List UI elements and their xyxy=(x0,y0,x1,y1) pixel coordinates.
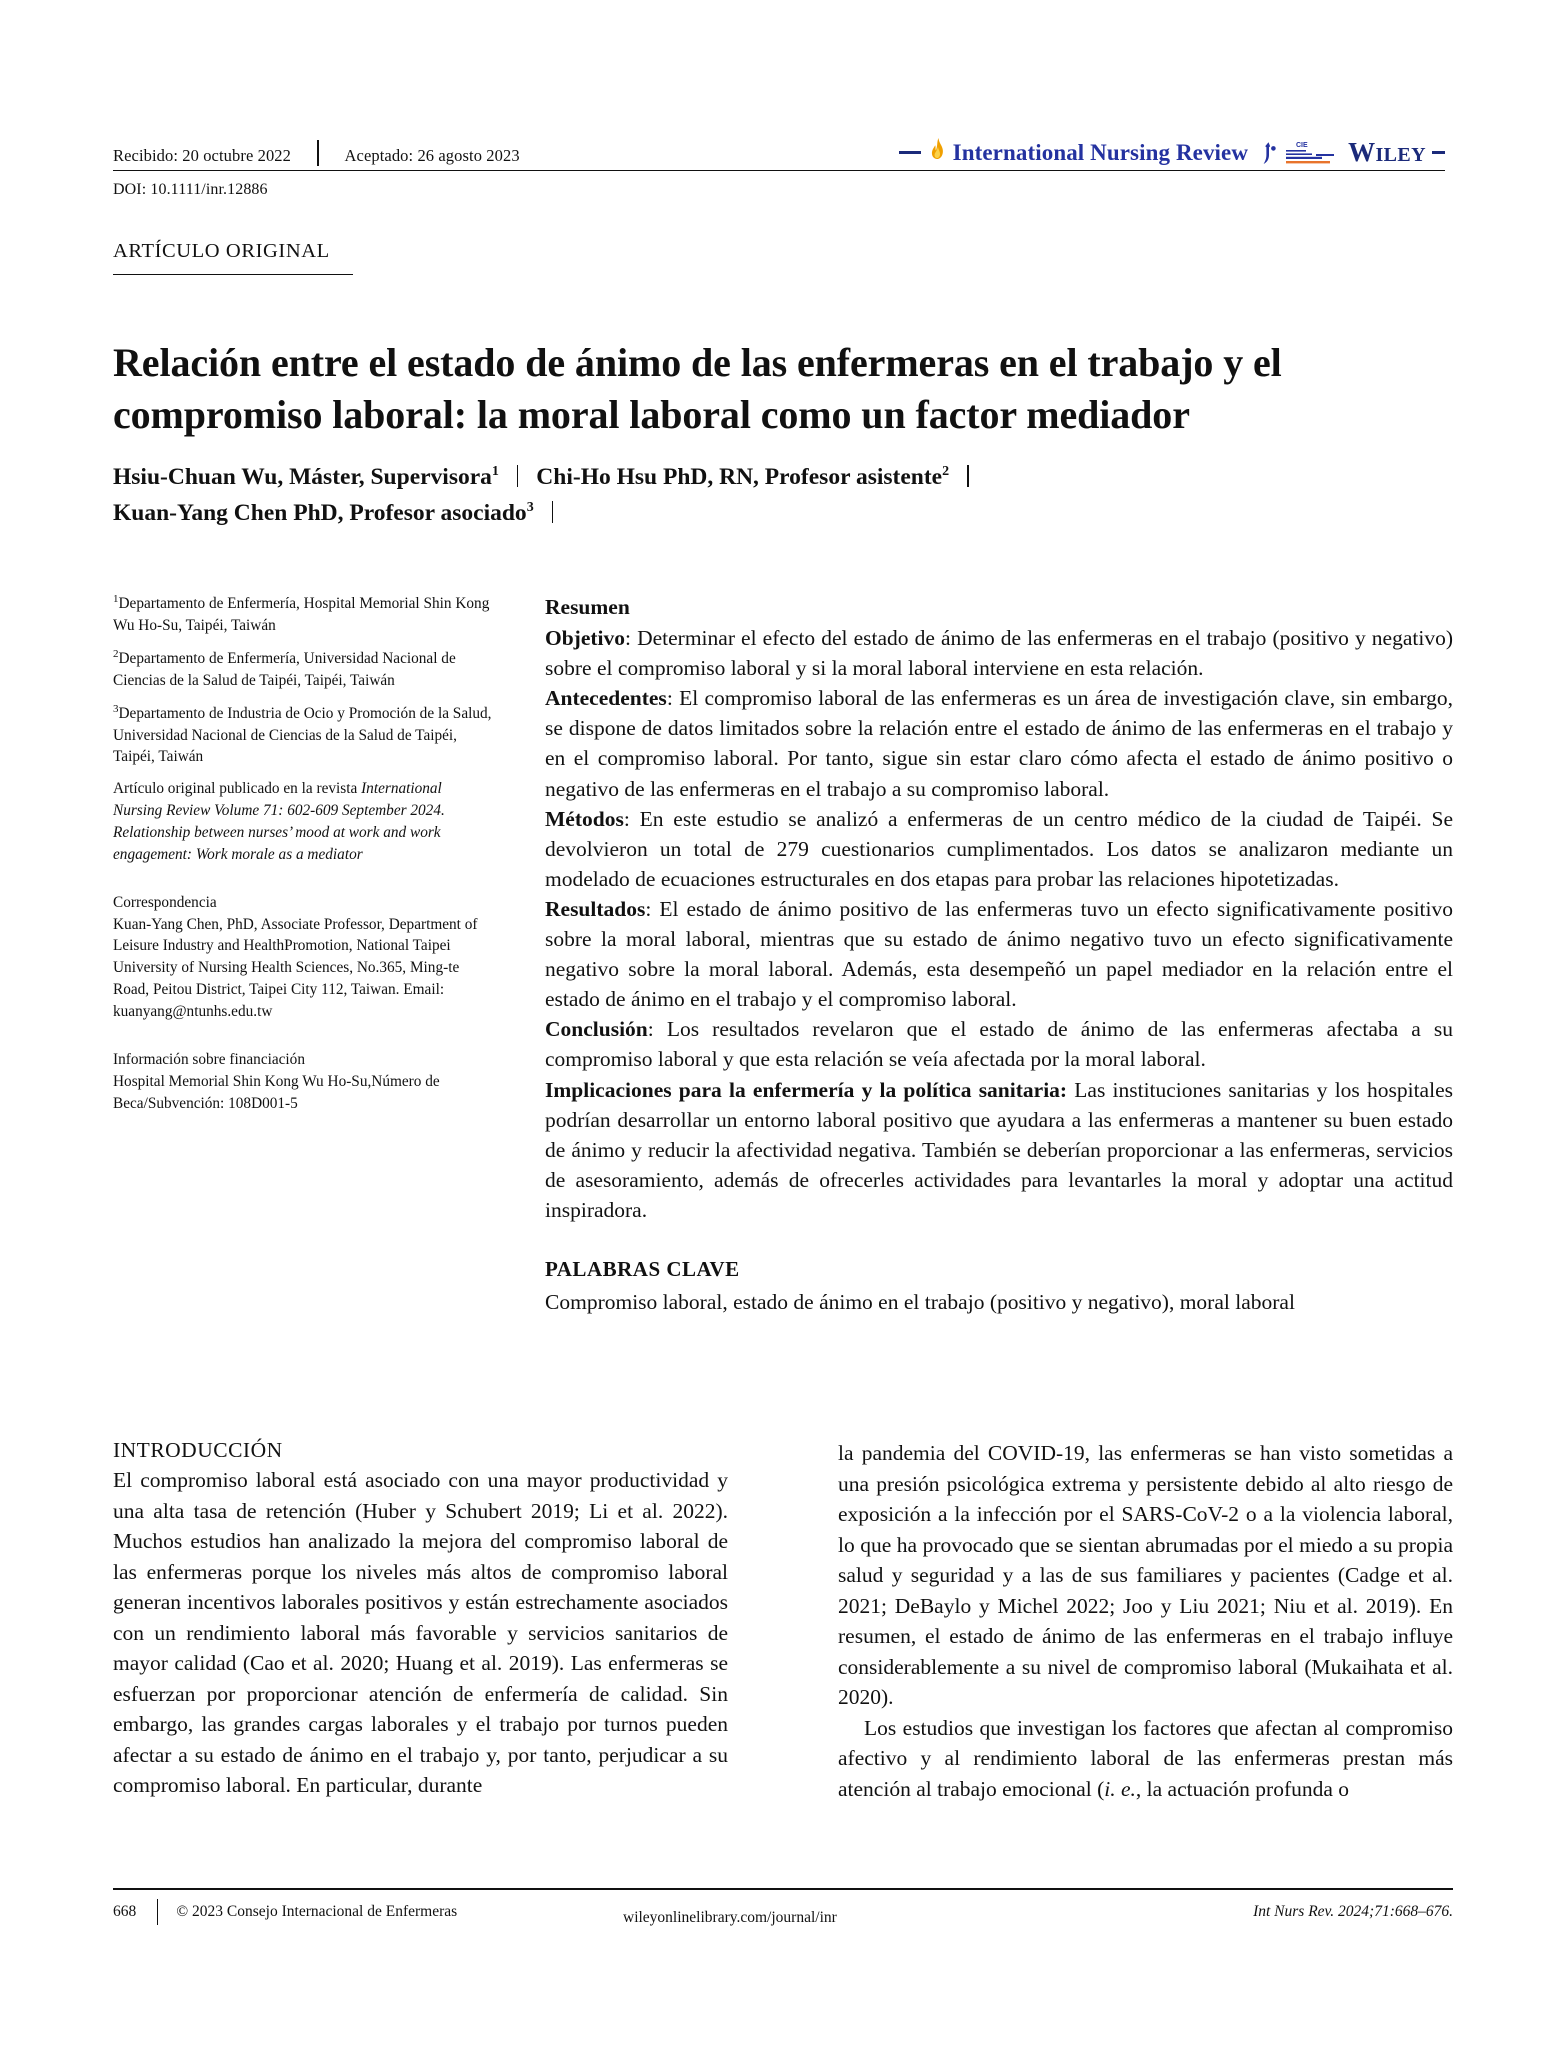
author-1-name: Chi-Ho Hsu PhD, RN, Profesor asistente xyxy=(536,464,943,490)
copyright-text: © 2023 Consejo Internacional de Enfermeras xyxy=(176,1903,458,1920)
icn-wordmark-icon xyxy=(1284,140,1336,166)
abstract-text-antecedentes: : El compromiso laboral de las enfermeras es un área de investigación clave, sin embargo, se dispone de datos limitados sobre la relación entre el estado de ánimo de las enfermeras en el trabajo y en el compromiso laboral. Por tanto, sigue sin estar claro cómo afecta el estado de ánimo positivo o negativo de las enfermeras en el trabajo a su compromiso laboral. xyxy=(545,686,1453,801)
intro-paragraph-continued: la pandemia del COVID-19, las enfermeras se han visto sometidas a una presión psicológica extrema y persistente debido al alto riesgo de exposición a la infección por el SARS-CoV-2 o a la violencia laboral, lo que ha provocado que se sientan abrumadas por el miedo a su propia salud y seguridad y a las de sus familiares y pacientes (Cadge et al. 2021; DeBaylo y Michel 2022; Joo y Liu 2021; Niu et al. 2019). En resumen, el estado de ánimo de las enfermeras en el trabajo influye considerablemente a su nivel de compromiso laboral (Mukaihata et al. 2020). xyxy=(838,1441,1453,1710)
icn-emblem-icon xyxy=(1260,141,1278,165)
page-title: Relación entre el estado de ánimo de las enfermeras en el trabajo y el compromiso laboral: la moral laboral como un factor mediador xyxy=(113,339,1282,437)
author-list xyxy=(113,460,1453,531)
keywords-list: Compromiso laboral, estado de ánimo en el trabajo (positivo y negativo), moral laboral xyxy=(545,1290,1295,1315)
header-rule xyxy=(113,170,1445,171)
author-divider xyxy=(967,465,968,487)
abstract-label-resultados: Resultados xyxy=(545,896,646,921)
abstract-text-conclusion: : Los resultados revelaron que el estado de ánimo de las enfermeras afectaba a su compromiso laboral y que esta relación se veía afectada por la moral laboral. xyxy=(545,1017,1453,1072)
funding-body: Hospital Memorial Shin Kong Wu Ho-Su,Número de Beca/Subvención: 108D001-5 xyxy=(113,1072,440,1112)
received-date: Recibido: 20 octubre 2022 xyxy=(113,146,292,165)
svg-text:CIE: CIE xyxy=(1296,141,1308,149)
affiliation-2-marker: 2 xyxy=(113,647,119,660)
article-type-label: ARTÍCULO ORIGINAL xyxy=(113,240,330,262)
accepted-date: Aceptado: 26 agosto 2023 xyxy=(344,146,520,165)
abstract-text-resultados: : El estado de ánimo positivo de las enfermeras tuvo un efecto significativamente positivo sobre la moral laboral, mientras que su estado de ánimo negativo tuvo un efecto significativamente negativo sobre la moral laboral. Además, esta desempeñó un papel mediador en la relación entre el estado de ánimo en el trabajo y el compromiso laboral. xyxy=(545,896,1453,1012)
author-divider xyxy=(552,501,553,523)
affiliation-3-text: Departamento de Industria de Ocio y Promoción de la Salud, Universidad Nacional de Ciencias de la Salud de Taipéi, Taipéi, Taiwán xyxy=(113,704,492,766)
affiliation-1-text: Departamento de Enfermería, Hospital Memorial Shin Kong Wu Ho-Su, Taipéi, Taiwán xyxy=(113,595,490,634)
affiliation-1 xyxy=(113,592,493,637)
page-footer xyxy=(113,1888,1453,1925)
brand-leading-dash xyxy=(899,151,921,154)
date-divider xyxy=(317,140,319,166)
body-column-right xyxy=(838,1438,1453,1804)
abstract-label-implicaciones: Implicaciones para la enfermería y la política sanitaria: xyxy=(545,1077,1068,1102)
article-type-block xyxy=(113,240,1445,275)
abstract-label-antecedentes: Antecedentes xyxy=(545,686,667,711)
affiliation-2-text: Departamento de Enfermería, Universidad Nacional de Ciencias de la Salud de Taipéi, Taipéi, Taiwán xyxy=(113,649,456,689)
abstract-block xyxy=(545,592,1453,1317)
intro-paragraph-2-italic: i. e. xyxy=(1104,1776,1136,1801)
citation-text: Int Nurs Rev. 2024;71:668–676. xyxy=(1253,1903,1453,1920)
journal-name: International Nursing Review xyxy=(952,139,1249,165)
affiliation-3 xyxy=(113,702,493,769)
abstract-label-metodos: Métodos xyxy=(545,806,624,831)
abstract-section-conclusion xyxy=(545,1014,1453,1074)
abstract-section-objetivo xyxy=(545,623,1453,683)
affiliation-1-marker: 1 xyxy=(113,593,119,605)
publisher-wordmark: WILEY xyxy=(1348,137,1426,167)
author-2-name: Kuan-Yang Chen PhD, Profesor asociado xyxy=(113,499,527,526)
abstract-section-metodos xyxy=(545,804,1453,894)
affiliations-sidebar xyxy=(113,592,493,1128)
article-type-rule xyxy=(113,274,353,275)
affiliation-2 xyxy=(113,647,493,692)
affiliation-3-marker: 3 xyxy=(113,702,119,715)
correspondence-heading: Correspondencia xyxy=(113,893,217,911)
abstract-heading: Resumen xyxy=(545,595,630,619)
publication-dates xyxy=(113,135,520,166)
abstract-text-implicaciones: Las instituciones sanitarias y los hospitales podrían desarrollar un entorno laboral positivo que ayudara a las enfermeras a mantener su buen estado de ánimo y reducir la afectividad negativa. También se deberían proporcionar a las enfermeras, servicios de asesoramiento, además de ofrecerles actividades para levantarles la moral y adoptar una actitud inspiradora. xyxy=(545,1077,1453,1222)
original-publication-note xyxy=(113,778,493,865)
footer-divider xyxy=(157,1899,158,1925)
body-column-left xyxy=(113,1438,728,1804)
abstract-text-objetivo: : Determinar el efecto del estado de ánimo de las enfermeras en el trabajo (positivo y negativo) sobre el compromiso laboral y si la moral laboral interviene en esta relación. xyxy=(545,626,1453,681)
correspondence-body: Kuan-Yang Chen, PhD, Associate Professor, Department of Leisure Industry and HealthPromotion, National Taipei University of Nursing Health Sciences, No.365, Ming-te Road, Peitou District, Taipei City 112, Taiwan. Email: kuanyang@ntunhs.edu.tw xyxy=(113,915,478,1021)
journal-url[interactable]: wileyonlinelibrary.com/journal/inr xyxy=(623,1909,837,1926)
footer-rule xyxy=(113,1888,1453,1890)
abstract-label-objetivo: Objetivo xyxy=(545,626,626,651)
page-header xyxy=(113,132,1445,199)
abstract-label-conclusion: Conclusión xyxy=(545,1017,648,1042)
original-note-citation: International Nursing Review Volume 71: 602-609 September 2024. Relationship between nurses’ mood at work and work engagement: Work morale as a mediator xyxy=(113,780,445,863)
publisher-wordmark-rest: ILEY xyxy=(1375,144,1426,166)
intro-paragraph-2 xyxy=(838,1713,1453,1805)
funding-heading: Información sobre financiación xyxy=(113,1050,305,1068)
body-columns xyxy=(113,1438,1453,1804)
journal-brand xyxy=(899,137,1445,168)
flame-icon xyxy=(930,138,945,165)
header-top-row xyxy=(113,132,1445,166)
abstract-text-metodos: : En este estudio se analizó a enfermeras de un centro médico de la ciudad de Taipéi. Se devolvieron un total de 279 cuestionarios cumplimentados. Los datos se analizaron mediante un modelado de ecuaciones estructurales en dos etapas para probar las relaciones hipotetizadas. xyxy=(545,806,1453,891)
author-0-name: Hsiu-Chuan Wu, Máster, Supervisora xyxy=(113,464,492,490)
brand-trailing-dash xyxy=(1432,151,1445,154)
intro-paragraph-2-part-a: Los estudios que investigan los factores que afectan al compromiso afectivo y al rendimiento laboral de las enfermeras prestan más atención al trabajo emocional ( xyxy=(838,1715,1453,1801)
author-divider xyxy=(517,465,518,487)
abstract-section-antecedentes xyxy=(545,683,1453,803)
original-note-lead: Artículo original publicado en la revista xyxy=(113,780,362,798)
abstract-section-implicaciones xyxy=(545,1075,1453,1225)
section-heading-introduccion: INTRODUCCIÓN xyxy=(113,1438,283,1462)
author-0-sup: 1 xyxy=(491,464,499,480)
keywords-heading: PALABRAS CLAVE xyxy=(545,1256,740,1281)
footer-row xyxy=(113,1899,1453,1925)
author-2-sup: 3 xyxy=(526,499,534,515)
page-number: 668 xyxy=(113,1903,137,1920)
doi-text: DOI: 10.1111/inr.12886 xyxy=(113,181,268,198)
intro-paragraph-2-part-b: , la actuación profunda o xyxy=(1135,1776,1350,1801)
author-1-sup: 2 xyxy=(942,464,950,480)
intro-paragraph: El compromiso laboral está asociado con una mayor productividad y una alta tasa de retención (Huber y Schubert 2019; Li et al. 2022). Muchos estudios han analizado la mejora del compromiso laboral de las enfermeras porque los niveles más altos de compromiso laboral generan incentivos laborales positivos y están estrechamente asociados con un rendimiento laboral más favorable y servicios sanitarios de mayor calidad (Cao et al. 2020; Huang et al. 2019). Las enfermeras se esfuerzan por proporcionar atención de enfermería de calidad. Sin embargo, las grandes cargas laborales y el trabajo por turnos pueden afectar a su estado de ánimo en el trabajo y, por tanto, perjudicar a su compromiso laboral. En particular, durante xyxy=(113,1468,728,1798)
abstract-section-resultados xyxy=(545,894,1453,1014)
